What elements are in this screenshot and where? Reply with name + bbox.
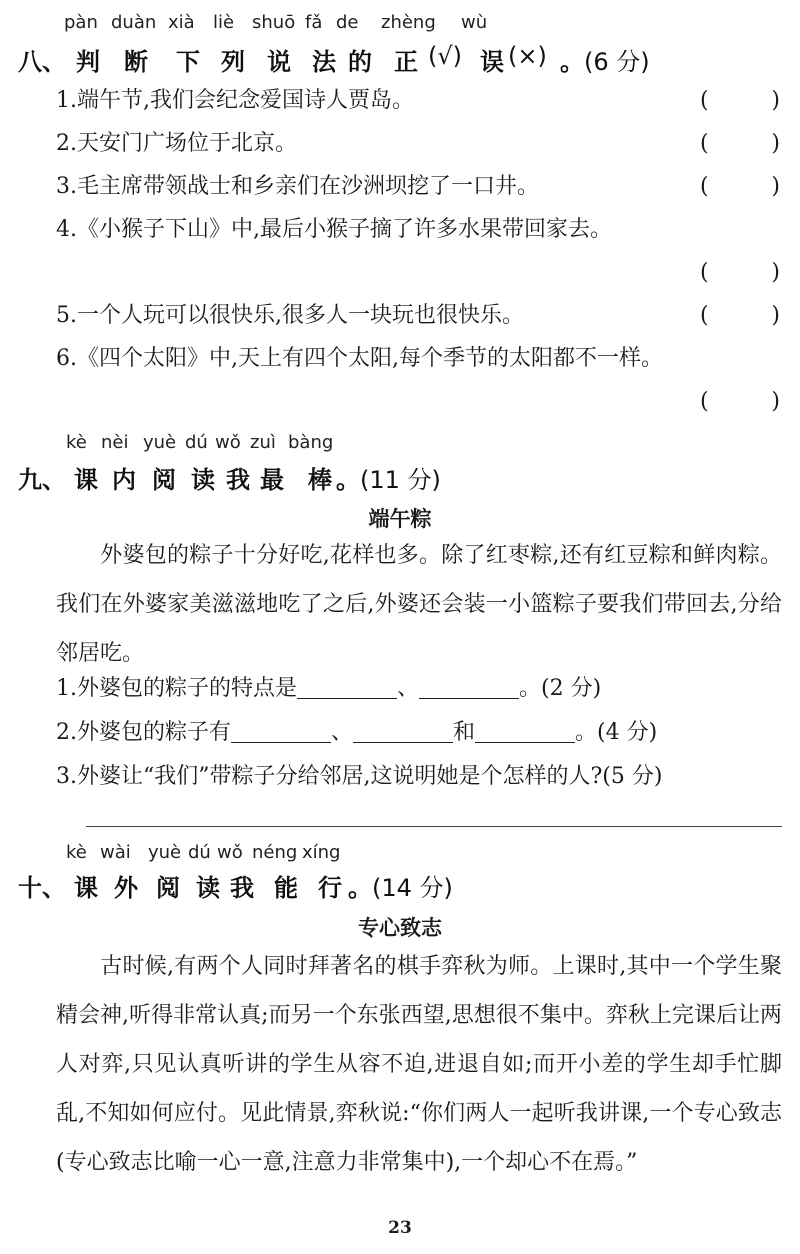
question-score: 。(2 分): [519, 676, 602, 701]
answer-blank[interactable]: [353, 718, 453, 743]
paren-right: ): [771, 260, 780, 285]
passage-title: 端午粽: [368, 507, 432, 531]
section-score: (14 分): [372, 874, 453, 902]
page-number: 23: [388, 1218, 412, 1238]
separator: 、: [331, 720, 354, 745]
answer-paren[interactable]: [700, 256, 780, 290]
heading-char: 最: [260, 466, 284, 494]
judge-item-5: 5.一个人玩可以很快乐,很多人一块玩也很快乐。: [56, 303, 524, 328]
answer-blank[interactable]: [419, 674, 519, 699]
section10-pinyin: [0, 842, 800, 866]
section-score: (6 分): [584, 48, 650, 76]
heading-char: 我: [230, 874, 254, 902]
heading-char: 正: [394, 48, 418, 76]
pinyin: yuè: [143, 432, 177, 453]
heading-char: 课: [74, 874, 98, 902]
paren-right: ): [771, 88, 780, 113]
pinyin: dú: [188, 842, 211, 863]
passage-title: 专心致志: [358, 916, 442, 940]
section-number: 八、: [18, 48, 66, 76]
judge-item-1: 1.端午节,我们会纪念爱国诗人贾岛。: [56, 88, 414, 113]
pinyin: wù: [461, 12, 488, 33]
question-1: [56, 672, 776, 706]
pinyin: pàn: [64, 12, 98, 33]
answer-paren[interactable]: [700, 385, 780, 419]
question-text: 1.外婆包的粽子的特点是: [56, 676, 297, 701]
heading-char: 行: [318, 874, 342, 902]
section-number: 九、: [18, 466, 66, 494]
paren-left: (: [700, 303, 709, 328]
heading-char: 棒: [308, 466, 332, 494]
section8-heading: [18, 42, 718, 76]
answer-line[interactable]: [86, 826, 782, 827]
paren-left: (: [700, 389, 709, 414]
heading-char: 能: [274, 874, 298, 902]
paren-left: (: [700, 174, 709, 199]
heading-char: 列: [221, 48, 245, 76]
heading-char: 阅: [152, 466, 176, 494]
heading-char: 读: [191, 466, 215, 494]
paren-right: ): [771, 389, 780, 414]
pinyin: wǒ: [215, 432, 241, 453]
pinyin: duàn: [111, 12, 157, 33]
pinyin: kè: [66, 842, 87, 863]
heading-char: 课: [74, 466, 98, 494]
pinyin: zuì: [250, 432, 276, 453]
heading-char: 读: [196, 874, 220, 902]
judge-item-4: 4.《小猴子下山》中,最后小猴子摘了许多水果带回家去。: [56, 217, 612, 242]
paren-right: ): [771, 174, 780, 199]
pinyin: zhèng: [381, 12, 436, 33]
heading-char: 阅: [156, 874, 180, 902]
pinyin: fǎ: [305, 12, 323, 33]
paren-left: (: [700, 260, 709, 285]
heading-char: 判: [76, 48, 100, 76]
paren-left: (: [700, 131, 709, 156]
heading-char: 断: [124, 48, 148, 76]
pinyin: shuō: [252, 12, 296, 33]
heading-char: 内: [112, 466, 136, 494]
pinyin: yuè: [148, 842, 182, 863]
paren-right: ): [771, 303, 780, 328]
heading-end: 。: [336, 466, 360, 494]
separator: 、: [397, 676, 420, 701]
pinyin: liè: [213, 12, 235, 33]
heading-char: 下: [176, 48, 200, 76]
pinyin: néng: [252, 842, 298, 863]
pinyin: kè: [66, 432, 87, 453]
passage-paragraph: [56, 531, 782, 678]
wrong-mark: (×): [508, 42, 547, 70]
passage-paragraph: [56, 942, 782, 1187]
pinyin: xià: [168, 12, 195, 33]
question-score: 。(4 分): [575, 720, 658, 745]
heading-char: 外: [114, 874, 138, 902]
heading-char: 的: [348, 48, 372, 76]
pinyin: wǒ: [217, 842, 243, 863]
answer-paren[interactable]: [700, 84, 780, 118]
passage-text: 外婆包的粽子十分好吃,花样也多。除了红枣粽,还有红豆粽和鲜肉粽。我们在外婆家美滋滋地吃了之后,外婆还会装一小篮粽子要我们带回去,分给邻居吃。: [56, 543, 782, 666]
pinyin: xíng: [302, 842, 341, 863]
heading-end: 。: [348, 874, 372, 902]
question-2: [56, 716, 776, 750]
paren-right: ): [771, 131, 780, 156]
heading-end: 。: [560, 48, 584, 76]
answer-blank[interactable]: [231, 718, 331, 743]
answer-paren[interactable]: [700, 170, 780, 204]
pinyin: de: [336, 12, 359, 33]
pinyin: nèi: [101, 432, 129, 453]
section9-pinyin: [0, 432, 800, 456]
heading-char: 我: [226, 466, 250, 494]
correct-mark: (√): [428, 42, 463, 70]
section10-heading: [18, 868, 518, 902]
question-3: 3.外婆让“我们”带粽子分给邻居,这说明她是个怎样的人?(5 分): [56, 764, 663, 789]
section9-heading: [18, 460, 518, 494]
passage-text: 古时候,有两个人同时拜著名的棋手弈秋为师。上课时,其中一个学生聚精会神,听得非常认真;而另一个东张西望,思想很不集中。弈秋上完课后让两人对弈,只见认真听讲的学生从容不迫,进退自如;而开小差的学生却手忙脚乱,不知如何应付。见此情景,弈秋说:“你们两人一起听我讲课,一个专心致志(专心致志比喻一心一意,注意力非常集中),一个却心不在焉。”: [56, 954, 782, 1175]
heading-char: 说: [267, 48, 291, 76]
section-number: 十、: [18, 874, 66, 902]
heading-char: 法: [312, 48, 336, 76]
answer-blank[interactable]: [475, 718, 575, 743]
answer-paren[interactable]: [700, 299, 780, 333]
judge-item-2: 2.天安门广场位于北京。: [56, 131, 297, 156]
section-score: (11 分): [360, 466, 441, 494]
judge-item-6: 6.《四个太阳》中,天上有四个太阳,每个季节的太阳都不一样。: [56, 346, 663, 371]
pinyin: dú: [185, 432, 208, 453]
answer-blank[interactable]: [297, 674, 397, 699]
question-text: 2.外婆包的粽子有: [56, 720, 231, 745]
judge-item-3: 3.毛主席带领战士和乡亲们在沙洲坝挖了一口井。: [56, 174, 539, 199]
pinyin: wài: [100, 842, 131, 863]
answer-paren[interactable]: [700, 127, 780, 161]
separator: 和: [453, 720, 476, 745]
section8-pinyin: [0, 12, 800, 36]
heading-char: 误: [480, 48, 504, 76]
pinyin: bàng: [288, 432, 334, 453]
paren-left: (: [700, 88, 709, 113]
